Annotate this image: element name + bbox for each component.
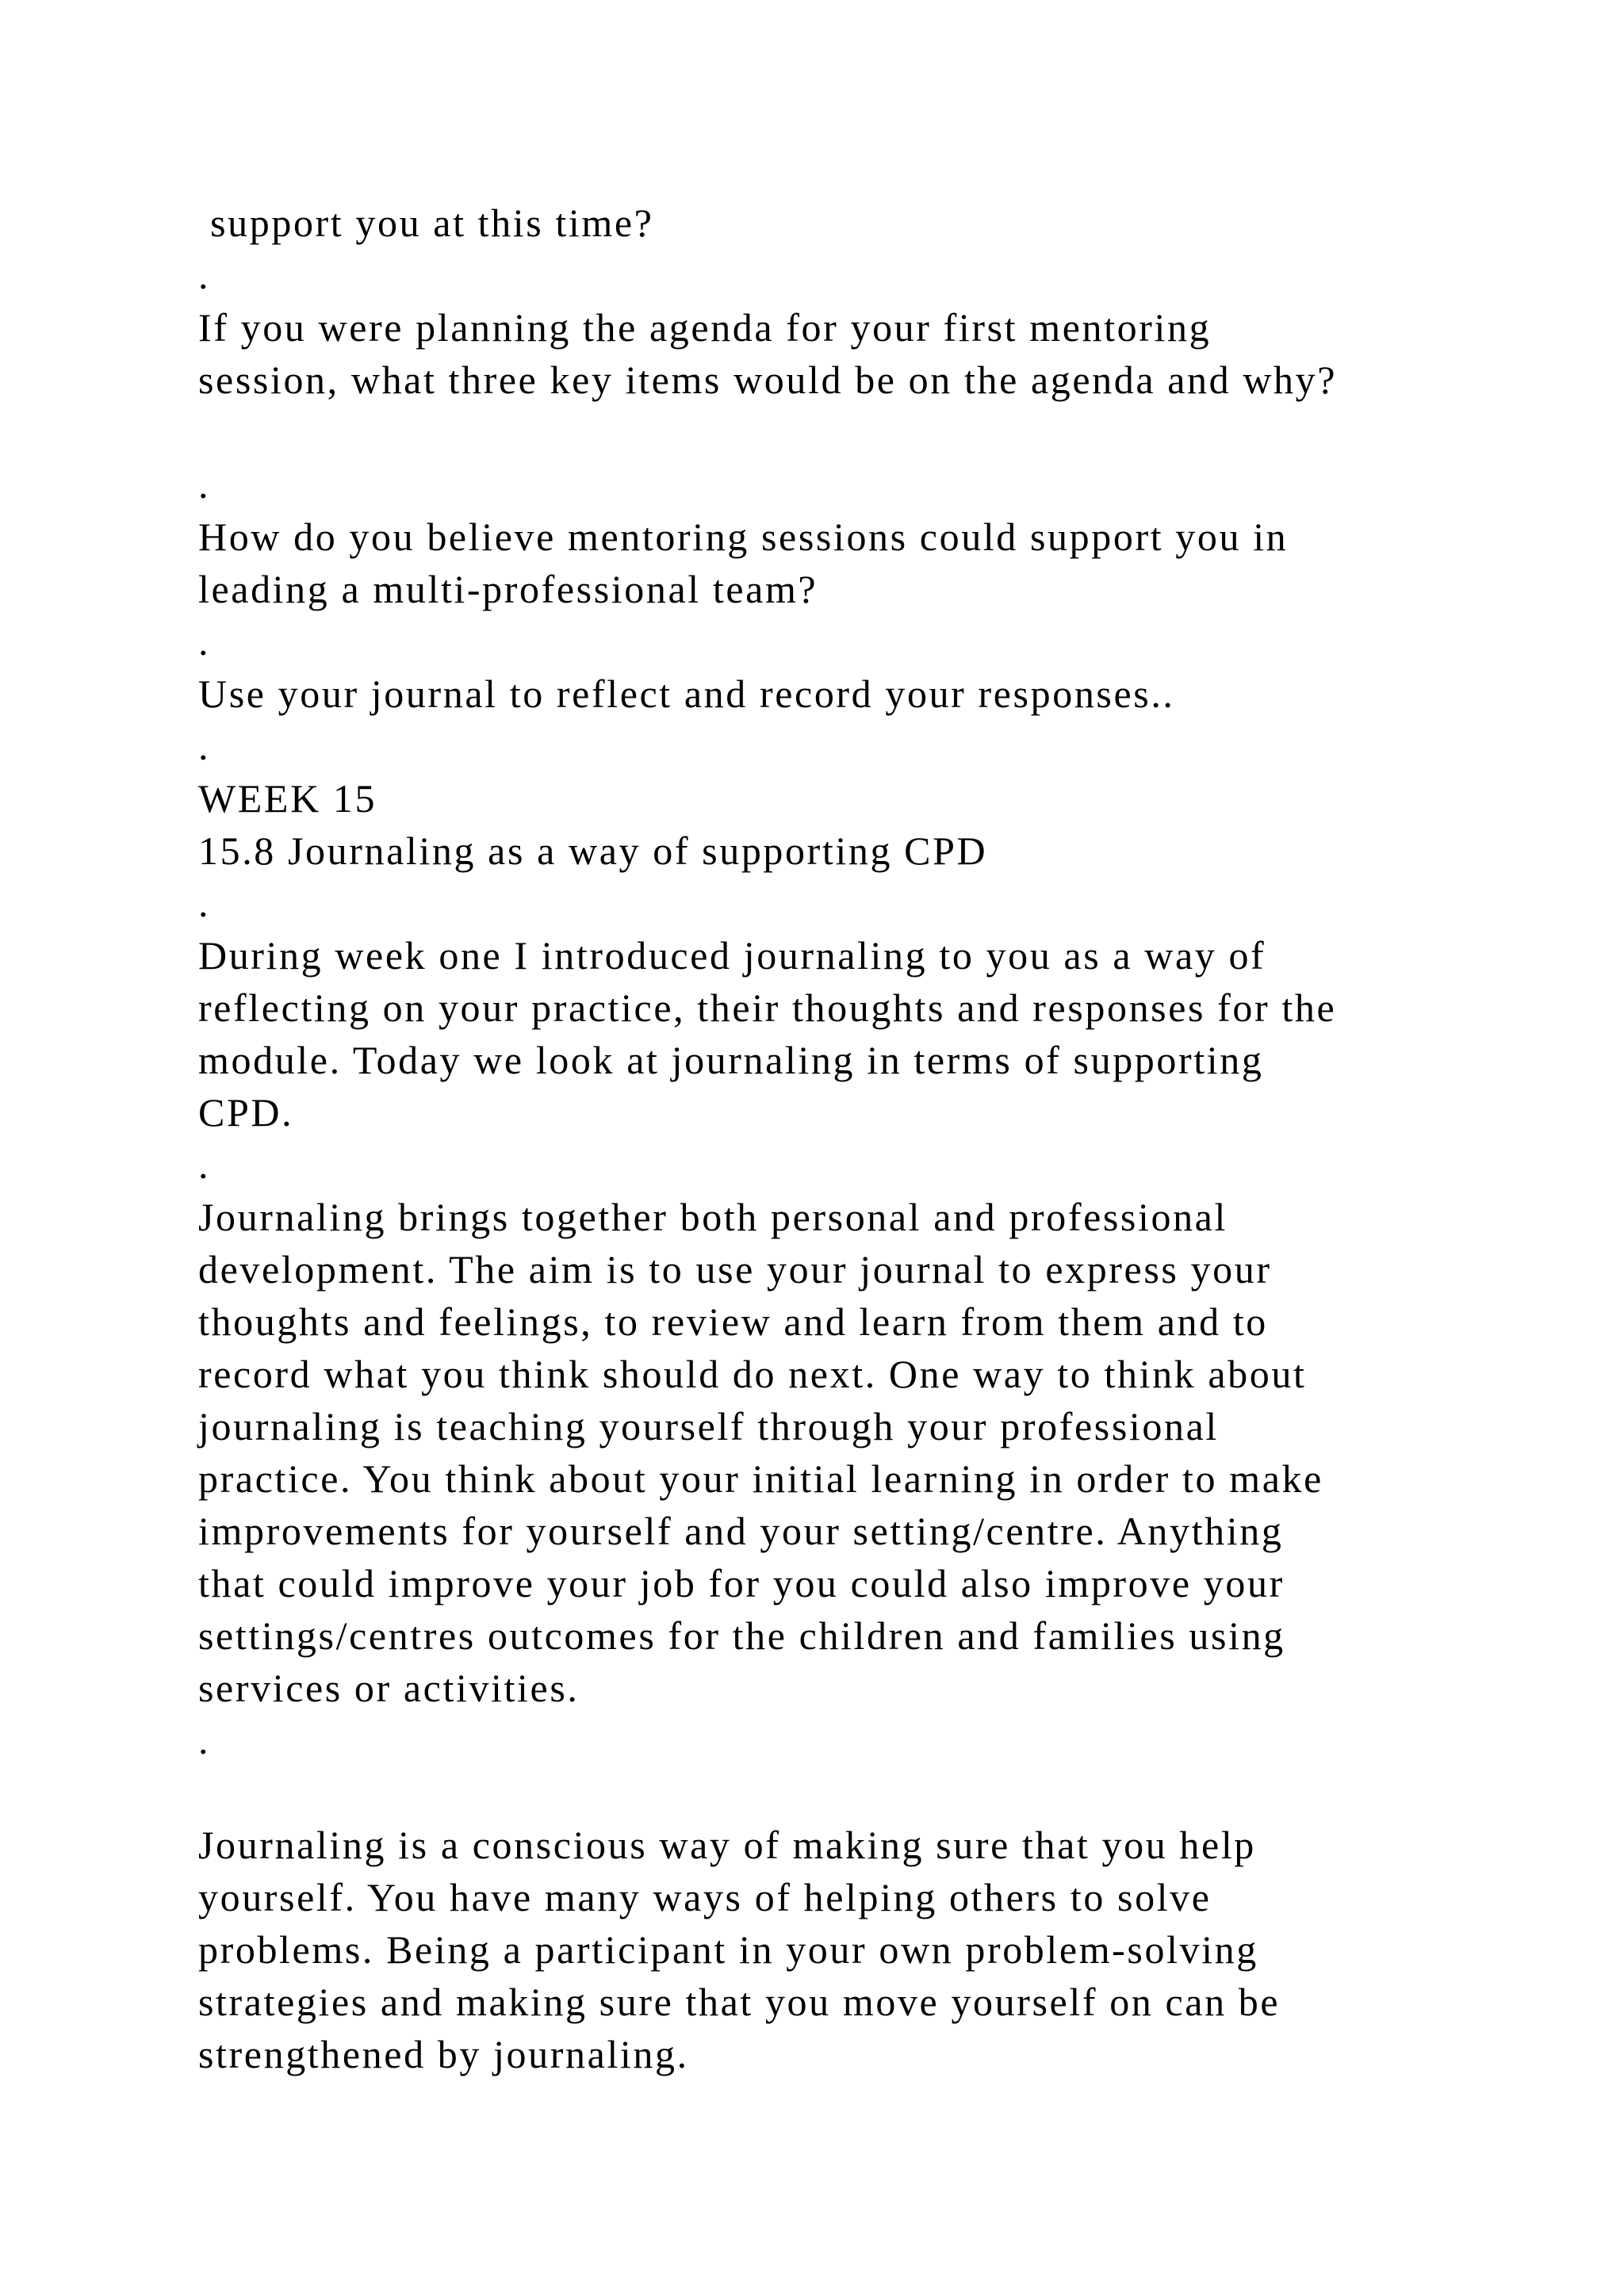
text-line: reflecting on your practice, their thoughts and responses for the: [198, 985, 1337, 1030]
text-line: strengthened by journaling.: [198, 2032, 689, 2076]
text-line: services or activities.: [198, 1666, 580, 1710]
text-line: practice. You think about your initial learning in order to make: [198, 1456, 1323, 1501]
week-heading: WEEK 15: [198, 776, 377, 821]
blank-line: [198, 1766, 1530, 1819]
text-line: support you at this time?: [198, 201, 654, 245]
text-line: If you were planning the agenda for your first mentoring: [198, 305, 1212, 350]
separator-dot: .: [198, 462, 211, 507]
text-line: development. The aim is to use your journal to express your: [198, 1247, 1272, 1292]
separator-dot: .: [198, 1718, 211, 1762]
section-heading: 15.8 Journaling as a way of supporting CPD: [198, 828, 988, 873]
text-line: problems. Being a participant in your own problem-solving: [198, 1927, 1258, 1972]
separator-dot: .: [198, 1142, 211, 1187]
separator-dot: .: [198, 253, 211, 297]
text-line: improvements for yourself and your setting/centre. Anything: [198, 1509, 1284, 1553]
separator-dot: .: [198, 619, 211, 664]
text-line: Journaling brings together both personal and professional: [198, 1195, 1228, 1239]
separator-dot: .: [198, 724, 211, 768]
text-line: strategies and making sure that you move yourself on can be: [198, 1980, 1281, 2024]
text-line: Use your journal to reflect and record your responses..: [198, 672, 1175, 716]
separator-dot: .: [198, 881, 211, 925]
text-line: During week one I introduced journaling to you as a way of: [198, 933, 1266, 978]
document-body: [198, 197, 1530, 2080]
text-line: Journaling is a conscious way of making sure that you help: [198, 1823, 1256, 1867]
text-line: How do you believe mentoring sessions could support you in: [198, 515, 1289, 559]
blank-line: [198, 406, 1530, 458]
text-line: record what you think should do next. One way to think about: [198, 1352, 1307, 1396]
text-line: CPD.: [198, 1090, 294, 1135]
text-line: journaling is teaching yourself through your professional: [198, 1404, 1219, 1448]
text-line: settings/centres outcomes for the children and families using: [198, 1613, 1285, 1658]
text-line: leading a multi-professional team?: [198, 567, 818, 611]
text-line: thoughts and feelings, to review and learn from them and to: [198, 1299, 1268, 1344]
text-line: yourself. You have many ways of helping others to solve: [198, 1875, 1212, 1919]
text-line: that could improve your job for you could also improve your: [198, 1561, 1285, 1605]
text-line: module. Today we look at journaling in terms of supporting: [198, 1038, 1264, 1082]
text-line: session, what three key items would be on the agenda and why?: [198, 358, 1338, 402]
